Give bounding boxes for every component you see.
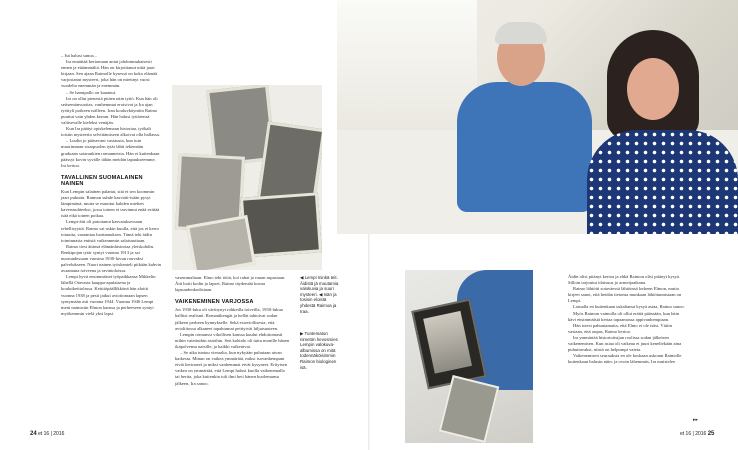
- section-heading: TAVALLINEN SUOMALAINEN NAINEN: [61, 174, 143, 187]
- right-page-folio: [680, 431, 714, 437]
- paragraph: vasemmaltaan. Elmo teki töitä, koi rahat ja ruuan aspasiaan. Äiti hoiti kodin ja lapset, Raimo täydentää kuvaa lapsuudenkodistaan.: [175, 275, 286, 293]
- paragraph: Ira on ollut pienestä pitäen näin tyttö. Kun hän oli seitsemänvuotias, vanhemmat eroisivat ja Ira ajan työttyli poikeen isälleen. Iran kouluvkäyntiin Raimo puuttui vain yhden kerran. Hän halusi tyttärensä valitsevalle kieleksi venäjän.: [61, 95, 158, 126]
- hands-holding-photo-image: [405, 270, 533, 443]
- paragraph: Äidin olisi pitänyt kertoa ja ehkä Raimon olisi pitänyt kysyä. Silloin tarjoutui tilaisuus jo armeijaaikana.: [568, 274, 681, 286]
- paragraph: – Se aika tuntuu vieraalta, kun nykyään puhutaan aivan kaikesta. Minun on vaikea ymmärtää, miksi isovanhempani eivät kertoneet ja miksi vanhemmat eivät kysyneet. Erityisen vaikea on ymmärtää, että Lempi halusi kuolla vaikenemalla tai hertta, joka kuitenkin tuli ilmi heti hänen kuolemansa jälkeen, Ira sanoo.: [175, 350, 288, 386]
- paragraph: Ira ymmärtää historioitsijan roolissa sodan jälkeisen vaikenemisen. Kun asiaa oli vaikeaa ei juuri kenellekään aina puhuttavaksi, niistä on helpompi vaieta.: [568, 334, 682, 353]
- window-light: [337, 0, 477, 140]
- old-photo: [186, 215, 256, 270]
- photo-collage-image: [172, 85, 322, 270]
- paragraph: Vaikenemisen seurauksia en ole koskaan uskonut Raimolle kuitenkaan halusin näin: ja ovoin lähemmäs, Ira muistelee.: [568, 353, 682, 365]
- left-text-column: [61, 53, 161, 317]
- woman-figure: [587, 30, 738, 234]
- paragraph: Raimo tiesi äitinsä elämänhistoriaa yleiskohdin. Renkipojan tytär syntyi vuonna 1913 ja sai nuoruudessaan vuosina 1930-luvun rouvaksi palvelukseen. Nuori nainen työskenteli pitkään kahvin avaamana toiveena ja ravintoloissa.: [61, 243, 162, 274]
- paragraph: Lempi-äiti oli paiottanut kasvatuksessaan rehellisyyttä. Raimo sai uskin kuulla, että jos ei kerro totuutta, vaarantaa luottamuksen. Tämä teki äidin toiminnasta entistä vaikeammin salaisuuttaan.: [61, 219, 159, 243]
- end-mark: ▸▸: [693, 418, 699, 423]
- magazine-issue: et 16 | 2016: [680, 431, 707, 437]
- paragraph: Kun Lempin salainen palanut, sitä ei sen koommin jaari puhuttu. Raimon suhde kasvatti-isään pysyi lämpimänä, mutta se muuttui kahden miehen kaverusuhteeksi, jossa toinen ei tarvinnut enää esittää isää eikä toinen poikaa.: [61, 188, 160, 219]
- page-number: 25: [707, 431, 715, 437]
- right-text-column: [568, 274, 686, 365]
- middle-text-column: [175, 275, 290, 387]
- paragraph: – Luulin jo pääsevani vastausta, kun tuin muorimman sisarpuolen tytär lähti tekemään graduaan sotarankien romanneista. Hän ei kuitenkaan päässyt kovin syvälle tähän meidän tapaukseemme, Ira kertoo.: [61, 138, 160, 168]
- paragraph: – Se hamipallo on kauanut.: [66, 89, 117, 95]
- left-page-folio: [30, 431, 64, 437]
- page-number: 24: [30, 431, 37, 437]
- man-figure: [457, 10, 587, 210]
- paragraph: – Isä halusi sanoa...: [61, 53, 97, 58]
- paragraph: Lomalla en kuitenkaan uskaltanut kysyä asiaa, Raimo sanoo.: [573, 304, 685, 310]
- paragraph: Kun Ira päätyi opiskelemaan historiaa, työkalt toisiin mysteerin selvittämiseen alkoivat olla hallassa.: [61, 126, 160, 138]
- paragraph: Myös Raimon vaimolla oli ollut eräitä päässään, kun häin kävi ensimmäistä kertaa tapaamassa appivanhempiaan.: [568, 310, 680, 322]
- paragraph: Ira ennättää kertomaan aniat johdonmukaisesti ennen ja etäämmältä. Hän on kirjoittanut niitä jaari kirjaan. Sen ajaan Raimolle kysessä on koko elämää varjostanut mysteeri, joka hän on mietinyt vuosi vuodelta enemmän ja enemmän.: [61, 59, 158, 89]
- paragraph: Hän totesi pahuutamatta, että Elmo ei ole isäsi. Väitin vastaan, että onpas, Raimo kertoo.: [568, 322, 672, 334]
- section-heading: VAIKENEMINEN VARJOSSA: [175, 299, 254, 306]
- couple-photo: [337, 0, 738, 234]
- paragraph: Lempin romanssi vihollisen kanssa kuului ehdottomasti niihin vaiettuihin asioihin. Sen kohtalo oli tuttu monille hänen ikäpolvensa naisille, ja kaikki vaikenivat.: [175, 331, 290, 349]
- paragraph: Jos 1930-luku oli värittynyt rohkeilla toiveilla, 1950-lukua hallitsi realismi. Romanikengät ja hellät tahtoivat sodan jälkeen perheen kynnykselle. Sekä esiaviollisesta, että avioliitossa alkaneet tapahtumat peittyivät hiljaisuuteen.: [175, 307, 283, 331]
- photo-caption: ▶ Tuntematon nimetön hevosmies Lempin valokuva-albumissa on mitä todennäköisimmin Raimon biologinen isä.: [300, 331, 338, 370]
- photo-caption: ◀ Lempi minkä teit. Äidistä jä muutamia valokuvia ja suuri mysteeri. ◀ Isän ja tosisin eloistä yhdestä Raimoa ja Iraa.: [300, 275, 339, 314]
- paragraph: Lempi hyvä ensimmäiset työpaikkansa Mikkelin lähellä Otavasta kauppa-apulaisena ja koulutkeittolassa. Keittiöpäällikkönä hän aloitti vuonna 1938 ja pesti jatkui aviottomaan lapsen syntymään asti vuonna 1944. Vuonna 1946 Lempi meni naimisiin Elmon kanssa ja perheeseen syntyi myöhemmin vielä yksi lapsi.: [61, 274, 156, 316]
- magazine-issue: et 16 | 2016: [38, 431, 65, 437]
- paragraph: Raimo lähtötti sotaväessä lähtöinsä lorkeen Elmon, mutta kirjeet sanoi, että heidän tietonsa munkaan lähtötunnistaan on Lempi.: [568, 286, 682, 304]
